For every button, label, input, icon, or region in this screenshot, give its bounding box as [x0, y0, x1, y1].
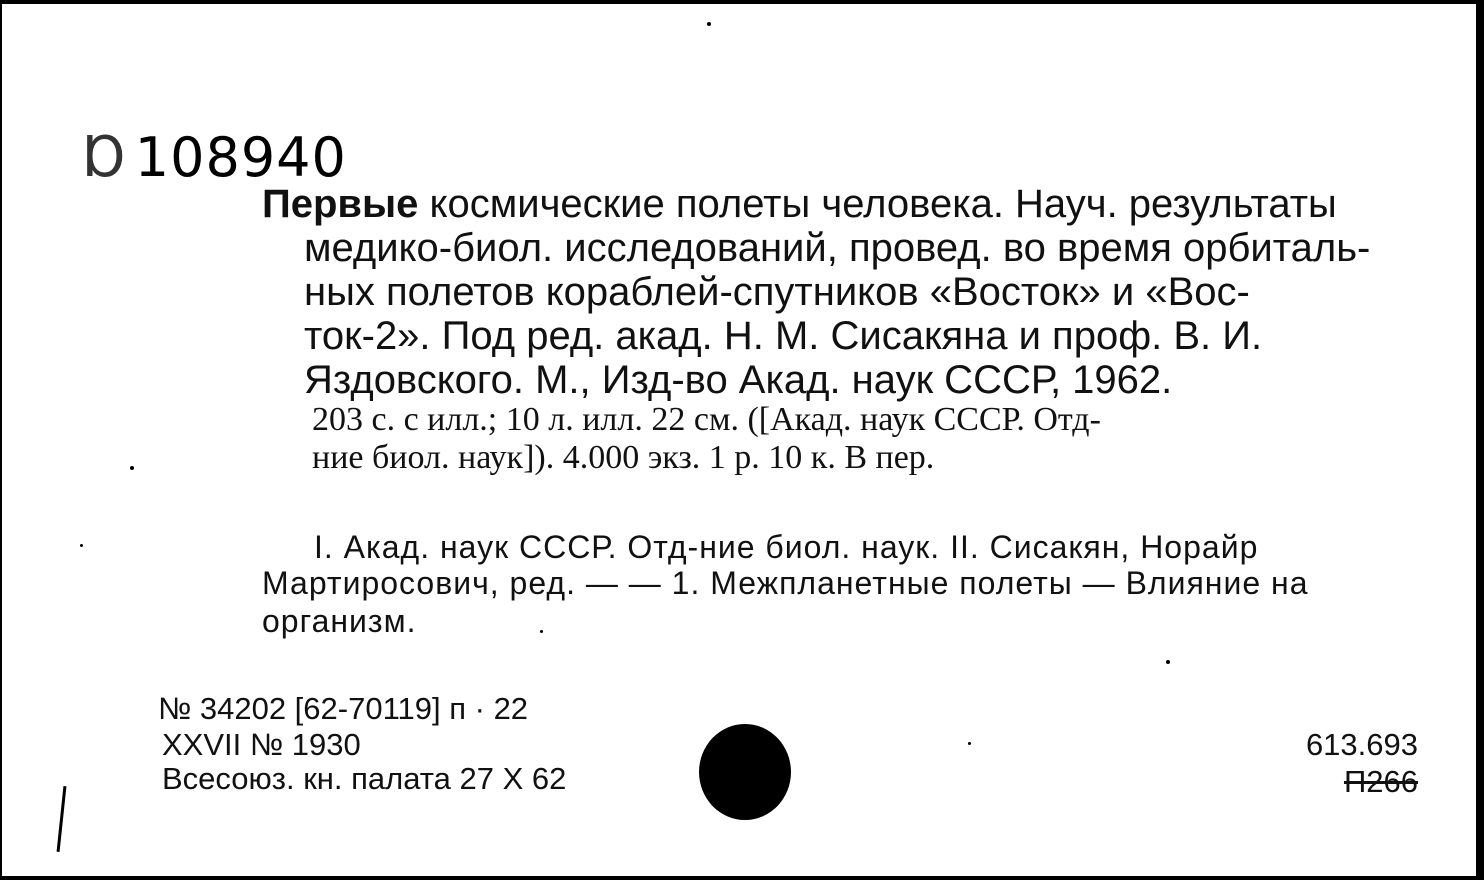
tracing-line-1: I. Акад. наук СССР. Отд-ние биол. наук. II. Сисакян, Норайр	[314, 529, 1259, 565]
entry-heading-word: Первые	[262, 182, 419, 226]
collation-line-2: ние биол. наук]). 4.000 экз. 1 р. 10 к. В пер.	[312, 439, 935, 476]
udc-number: 613.693	[1305, 727, 1418, 762]
classification-mark	[1306, 726, 1418, 800]
stamp-mark-icon: Ɒ	[84, 124, 129, 190]
collation-line-1: 203 с. с илл.; 10 л. илл. 22 см. ([Акад. наук СССР. Отд-	[312, 401, 1101, 438]
footer-line-3: Всесоюз. кн. палата 27 X 62	[162, 761, 567, 796]
tracing-line-2: Мартиросович, ред. — — 1. Межпланетные полеты — Влияние на	[262, 565, 1309, 601]
cutter-number: П266	[1343, 764, 1418, 799]
entry-line-1	[262, 180, 1337, 228]
entry-line-2: медико-биол. исследований, провед. во время орбиталь-	[304, 226, 1371, 270]
footer-line-1: № 34202 [62-70119] п · 22	[158, 691, 529, 726]
entry-line-4: ток-2». Под ред. акад. Н. М. Сисакяна и проф. В. И.	[304, 314, 1263, 358]
entry-line-5: Яздовского. М., Изд-во Акад. наук СССР, 1962.	[304, 358, 1173, 402]
edge-scratch-mark	[57, 786, 67, 852]
footer-line-2: XXVII № 1930	[162, 727, 361, 762]
tracing-line-3: организм.	[262, 603, 417, 639]
entry-title-start: космические полеты человека. Науч. результаты	[418, 182, 1337, 226]
entry-line-3: ных полетов кораблей-спутников «Восток» и «Вос-	[304, 270, 1250, 314]
inventory-number-text: 108940	[134, 125, 347, 189]
card-punch-hole	[699, 724, 791, 820]
